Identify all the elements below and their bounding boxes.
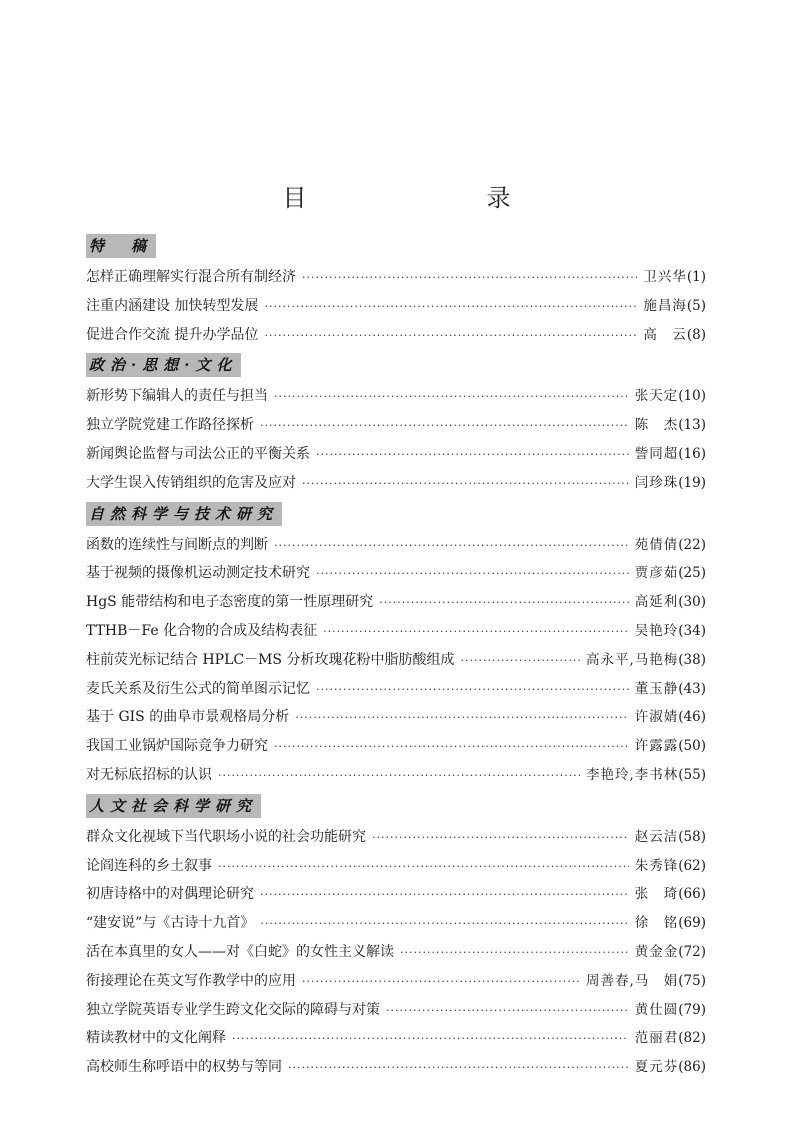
page-title: 目 录 <box>282 184 555 213</box>
entry-author: 黄仕圆 <box>634 1001 679 1018</box>
toc-entry[interactable] <box>86 469 706 498</box>
entry-title: 新形势下编辑人的责任与担当 <box>86 388 268 405</box>
dot-leader <box>232 1025 629 1054</box>
entry-author: 董玉静 <box>634 680 679 697</box>
toc-entry[interactable] <box>86 646 706 675</box>
toc-entry[interactable] <box>86 823 706 852</box>
toc-entry[interactable] <box>86 292 706 321</box>
entry-title: 衔接理论在英文写作教学中的应用 <box>86 972 296 989</box>
section-header: 政治·思想·文化 <box>86 353 241 377</box>
toc-entry[interactable] <box>86 617 706 646</box>
entry-page: (50) <box>678 738 706 755</box>
entry-title: 论阎连科的乡土叙事 <box>86 857 212 874</box>
entry-page: (72) <box>678 943 706 960</box>
entry-page: (75) <box>678 972 706 989</box>
toc-entry[interactable] <box>86 703 706 732</box>
dot-leader <box>316 560 629 589</box>
entry-page: (62) <box>678 857 706 874</box>
dot-leader <box>260 412 629 441</box>
toc-entry[interactable] <box>86 411 706 440</box>
dot-leader <box>260 881 629 910</box>
dot-leader <box>274 532 629 561</box>
entry-title: 促进合作交流 提升办学品位 <box>86 326 259 343</box>
dot-leader <box>295 704 629 733</box>
dot-leader <box>302 968 580 997</box>
entry-author: 许露露 <box>634 738 679 755</box>
section-header: 自然科学与技术研究 <box>86 502 282 526</box>
entry-page: (38) <box>678 651 706 668</box>
entry-page: (79) <box>678 1001 706 1018</box>
entry-title: 柱前荧光标记结合 HPLC－MS 分析玫瑰花粉中脂肪酸组成 <box>86 651 455 668</box>
entry-author: 黄金金 <box>634 943 679 960</box>
entry-page: (5) <box>686 297 706 314</box>
entry-author: 许淑婧 <box>634 709 679 726</box>
entry-page: (66) <box>678 886 706 903</box>
entry-page: (25) <box>678 565 706 582</box>
entry-page: (19) <box>678 474 706 491</box>
dot-leader <box>218 853 629 882</box>
entry-author: 徐 铭 <box>634 915 679 932</box>
entry-title: 我国工业锅炉国际竞争力研究 <box>86 738 268 755</box>
dot-leader <box>288 1054 629 1083</box>
entry-title: 高校师生称呼语中的权势与等同 <box>86 1059 282 1076</box>
dot-leader <box>379 589 629 618</box>
entry-author: 范丽君 <box>634 1030 679 1047</box>
entry-author: 夏元芬 <box>634 1059 679 1076</box>
entry-author: 施昌海 <box>643 297 687 314</box>
dot-leader <box>316 676 629 705</box>
entry-title: “建安说”与《古诗十九首》 <box>86 915 255 932</box>
entry-page: (69) <box>678 915 706 932</box>
entry-title: 麦氏关系及衍生公式的简单图示记忆 <box>86 680 310 697</box>
entry-author: 李艳玲,李书林 <box>585 766 679 783</box>
entry-title: 基于视频的摄像机运动测定技术研究 <box>86 565 310 582</box>
entry-title: 对无标底招标的认识 <box>86 766 212 783</box>
entry-page: (34) <box>678 622 706 639</box>
entry-page: (30) <box>678 594 706 611</box>
toc-entry[interactable] <box>86 531 706 560</box>
section-header: 特 稿 <box>86 234 156 258</box>
toc-entry[interactable] <box>86 675 706 704</box>
entry-page: (43) <box>678 680 706 697</box>
toc-entry[interactable] <box>86 263 706 292</box>
entry-title: 基于 GIS 的曲阜市景观格局分析 <box>86 709 290 726</box>
dot-leader <box>323 618 629 647</box>
entry-author: 高 云 <box>643 326 687 343</box>
entry-title: 精读教材中的文化阐释 <box>86 1030 226 1047</box>
entry-page: (86) <box>678 1059 706 1076</box>
entry-title: 怎样正确理解实行混合所有制经济 <box>86 269 296 285</box>
entry-author: 贾彦茹 <box>634 565 679 582</box>
dot-leader <box>264 322 637 351</box>
section-humanities-social-science <box>86 792 706 1082</box>
toc-entry[interactable] <box>86 909 706 938</box>
entry-author: 卫兴华 <box>643 269 687 285</box>
entry-page: (55) <box>678 766 706 783</box>
dot-leader <box>260 910 628 939</box>
entry-page: (82) <box>678 1030 706 1047</box>
dot-leader <box>302 264 637 293</box>
table-of-contents <box>86 232 706 1084</box>
toc-entry[interactable] <box>86 967 706 996</box>
toc-entry[interactable] <box>86 1053 706 1082</box>
entry-title: 大学生误入传销组织的危害及应对 <box>86 474 296 491</box>
toc-entry[interactable] <box>86 321 706 350</box>
toc-entry[interactable] <box>86 761 706 790</box>
dot-leader <box>372 824 629 853</box>
entry-author: 苑倩倩 <box>634 536 679 553</box>
toc-entry[interactable] <box>86 382 706 411</box>
entry-title: 新闻舆论监督与司法公正的平衡关系 <box>86 445 310 462</box>
section-natural-science-technology <box>86 500 706 790</box>
entry-title: 函数的连续性与间断点的判断 <box>86 536 268 553</box>
entry-page: (58) <box>678 828 706 845</box>
toc-entry[interactable] <box>86 588 706 617</box>
entry-page: (22) <box>678 536 706 553</box>
entry-author: 赵云洁 <box>634 828 679 845</box>
entry-page: (1) <box>686 269 706 285</box>
entry-author: 訾同超 <box>634 445 679 462</box>
toc-entry[interactable] <box>86 1024 706 1053</box>
entry-title: 独立学院党建工作路径探析 <box>86 417 254 434</box>
section-politics-thought-culture <box>86 351 706 497</box>
entry-title: 初唐诗格中的对偶理论研究 <box>86 886 254 903</box>
dot-leader <box>302 470 629 499</box>
entry-page: (8) <box>686 326 706 343</box>
entry-title: HgS 能带结构和电子态密度的第一性原理研究 <box>86 594 374 611</box>
entry-author: 闫珍珠 <box>634 474 679 491</box>
entry-page: (46) <box>678 709 706 726</box>
entry-author: 吴艳玲 <box>634 622 679 639</box>
entry-title: 活在本真里的女人——对《白蛇》的女性主义解读 <box>86 943 394 960</box>
toc-entry[interactable] <box>86 880 706 909</box>
entry-title: 独立学院英语专业学生跨文化交际的障碍与对策 <box>86 1001 380 1018</box>
entry-author: 张天定 <box>634 388 679 405</box>
dot-leader <box>274 733 629 762</box>
entry-title: TTHB－Fe 化合物的合成及结构表征 <box>86 622 318 639</box>
entry-author: 陈 杰 <box>634 417 679 434</box>
entry-page: (10) <box>678 388 706 405</box>
dot-leader <box>274 383 629 412</box>
entry-title: 注重内涵建设 加快转型发展 <box>86 297 259 314</box>
dot-leader <box>400 939 629 968</box>
toc-entry[interactable] <box>86 996 706 1025</box>
toc-entry[interactable] <box>86 938 706 967</box>
entry-author: 高永平,马艳梅 <box>585 651 679 668</box>
toc-entry[interactable] <box>86 852 706 881</box>
dot-leader <box>264 293 637 322</box>
entry-page: (16) <box>678 445 706 462</box>
toc-entry[interactable] <box>86 732 706 761</box>
dot-leader <box>386 997 629 1026</box>
section-header: 人文社会科学研究 <box>86 794 261 818</box>
entry-author: 周善春,马 娟 <box>585 972 679 989</box>
dot-leader <box>460 647 580 676</box>
dot-leader <box>316 441 629 470</box>
entry-title: 群众文化视域下当代职场小说的社会功能研究 <box>86 828 366 845</box>
entry-author: 张 琦 <box>634 886 679 903</box>
toc-entry[interactable] <box>86 440 706 469</box>
section-special-articles <box>86 232 706 349</box>
entry-author: 朱秀锋 <box>634 857 679 874</box>
entry-author: 高延利 <box>634 594 679 611</box>
toc-entry[interactable] <box>86 559 706 588</box>
entry-page: (13) <box>678 417 706 434</box>
dot-leader <box>218 762 580 791</box>
